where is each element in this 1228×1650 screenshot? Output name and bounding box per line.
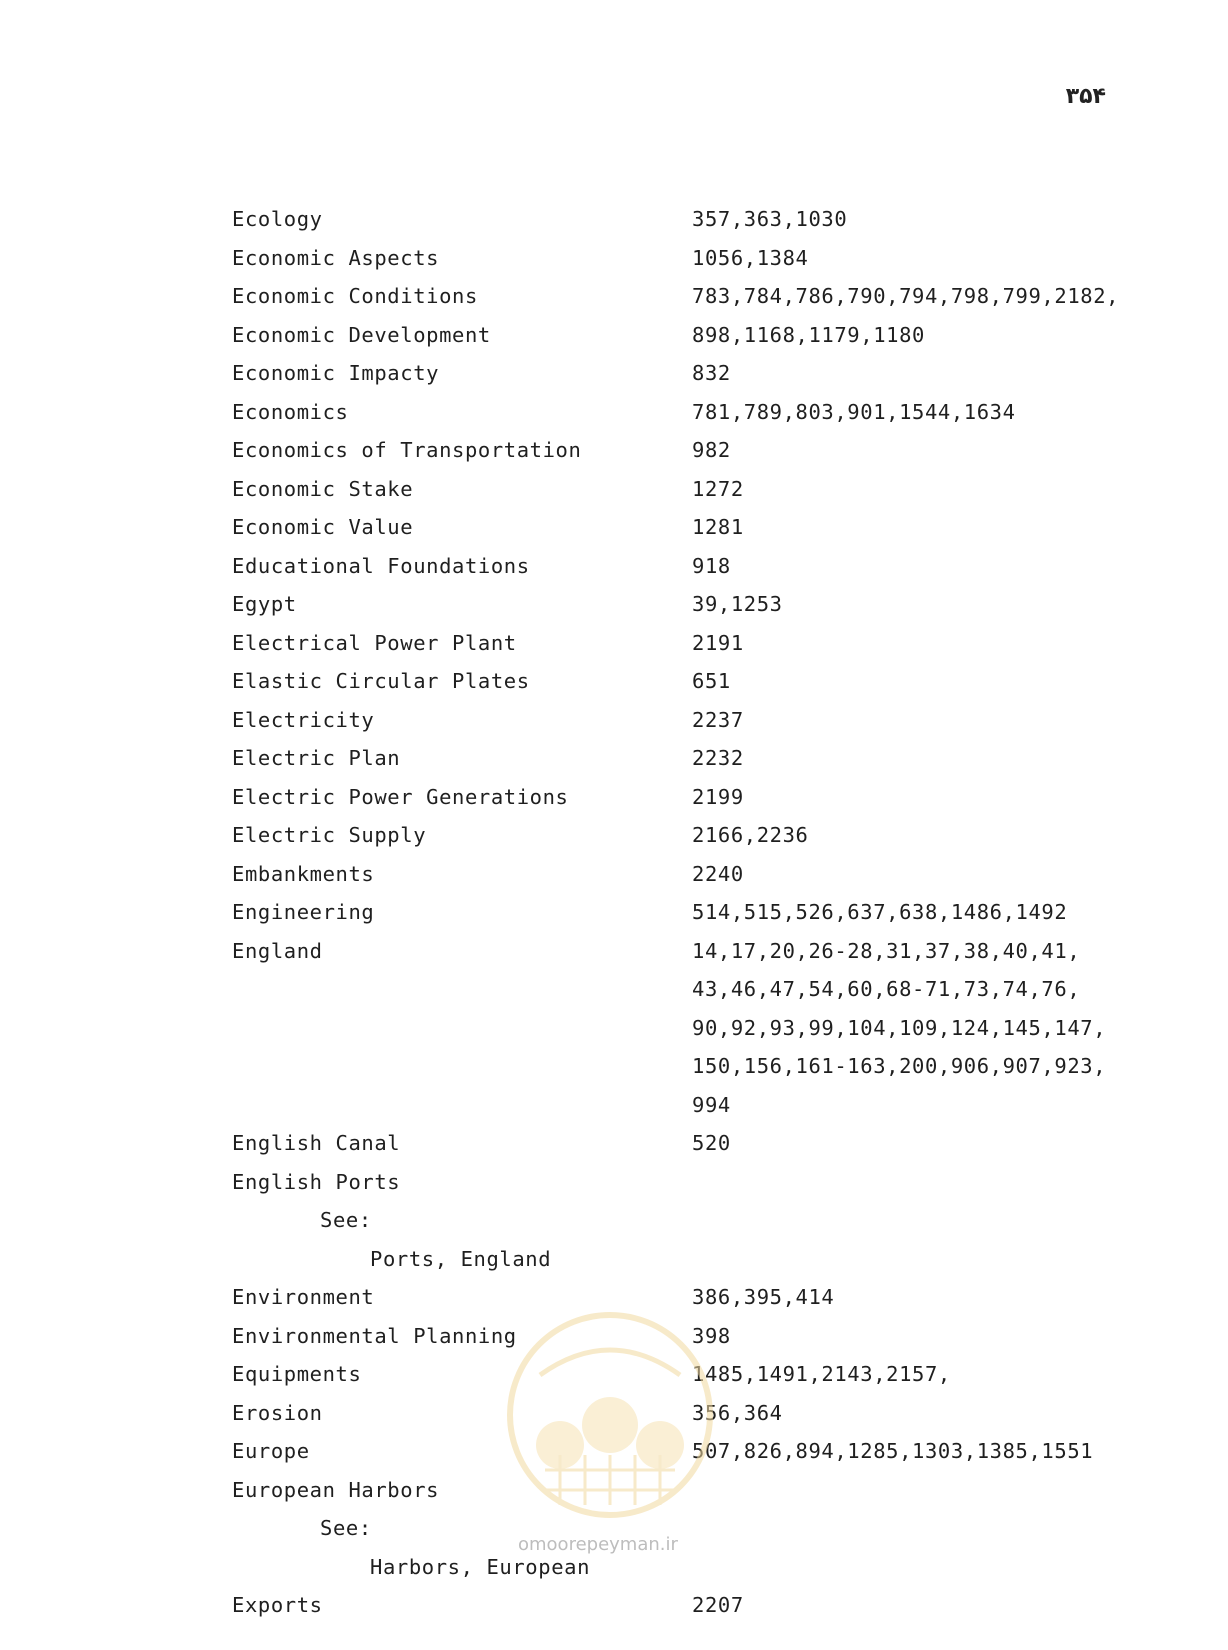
index-entry (232, 1201, 1132, 1240)
index-pages: 1056,1384 (692, 245, 809, 270)
index-entry (232, 970, 1132, 1009)
index-term: Economic Impacty (232, 361, 440, 385)
index-entry (232, 1548, 1132, 1587)
index-pages: 781,789,803,901,1544,1634 (692, 399, 1016, 424)
index-entry (232, 547, 1132, 586)
see-reference: Harbors, European (370, 1554, 591, 1579)
see-reference: Ports, England (370, 1246, 552, 1271)
index-pages: 2199 (692, 784, 744, 809)
index-entry (232, 1009, 1132, 1048)
index-term: Economic Stake (232, 476, 414, 501)
index-entry (232, 701, 1132, 740)
index-term: Economic Aspects (232, 245, 440, 270)
index-pages: 90,92,93,99,104,109,124,145,147, (692, 1015, 1107, 1040)
index-entry (232, 662, 1132, 701)
index-entry (232, 855, 1132, 894)
index-pages: 2237 (692, 707, 744, 732)
index-term: Electricity (232, 707, 375, 732)
index-term: Economic Value (232, 515, 414, 539)
index-entry (232, 739, 1132, 778)
index-term: Engineering (232, 900, 375, 924)
index-entry (232, 816, 1132, 855)
index-pages: 14,17,20,26-28,31,37,38,40,41, (692, 938, 1081, 963)
index-entry (232, 508, 1132, 547)
index-entry (232, 778, 1132, 817)
index-pages: 832 (692, 361, 731, 385)
index-pages: 2166,2236 (692, 823, 809, 847)
index-term: English Ports (232, 1169, 401, 1194)
index-term: English Canal (232, 1131, 401, 1155)
index-entry (232, 239, 1132, 278)
watermark-logo (500, 1305, 720, 1535)
index-term: Economics of Transportation (232, 438, 582, 462)
index-pages: 2240 (692, 861, 744, 886)
index-pages: 918 (692, 553, 731, 578)
index-entry (232, 585, 1132, 624)
index-term: England (232, 938, 323, 963)
index-pages: 1281 (692, 515, 744, 539)
index-term: Ecology (232, 207, 323, 231)
index-pages: 386,395,414 (692, 1285, 835, 1309)
index-pages: 520 (692, 1131, 731, 1155)
index-entry (232, 1124, 1132, 1163)
index-term: Environmental Planning (232, 1323, 517, 1348)
index-term: Economic Conditions (232, 284, 478, 308)
index-entry (232, 200, 1132, 239)
index-entry (232, 393, 1132, 432)
index-term: Egypt (232, 592, 297, 616)
index-entry (232, 1586, 1132, 1625)
index-entry (232, 893, 1132, 932)
index-entry (232, 277, 1132, 316)
index-pages: 2207 (692, 1593, 744, 1617)
see-label: See: (320, 1516, 372, 1540)
index-term: Equipments (232, 1362, 362, 1386)
index-pages: 2232 (692, 746, 744, 770)
index-pages: 898,1168,1179,1180 (692, 322, 925, 347)
index-entry (232, 624, 1132, 663)
index-entry (232, 1240, 1132, 1279)
index-pages: 651 (692, 669, 731, 693)
index-entry (232, 316, 1132, 355)
index-term: Embankments (232, 861, 375, 886)
index-pages: 356,364 (692, 1400, 783, 1425)
index-term: Environment (232, 1285, 375, 1309)
index-term: Erosion (232, 1400, 323, 1425)
index-term: Educational Foundations (232, 553, 530, 578)
index-entry (232, 1047, 1132, 1086)
watermark-url: omoorepeyman.ir (518, 1534, 678, 1555)
index-pages: 783,784,786,790,794,798,799,2182, (692, 284, 1120, 308)
index-term: Electric Power Generations (232, 784, 569, 809)
index-pages: 357,363,1030 (692, 207, 848, 231)
index-pages: 43,46,47,54,60,68-71,73,74,76, (692, 977, 1081, 1001)
index-term: Electric Plan (232, 746, 401, 770)
index-entry (232, 1086, 1132, 1125)
index-term: Electrical Power Plant (232, 630, 517, 655)
index-entry (232, 354, 1132, 393)
index-term: European Harbors (232, 1477, 440, 1502)
index-pages: 1485,1491,2143,2157, (692, 1362, 951, 1386)
index-term: Europe (232, 1439, 310, 1463)
index-pages: 1272 (692, 476, 744, 501)
index-pages: 982 (692, 438, 731, 462)
index-pages: 994 (692, 1092, 731, 1117)
index-term: Economics (232, 399, 349, 424)
index-term: Economic Development (232, 322, 491, 347)
index-entry (232, 470, 1132, 509)
index-pages: 2191 (692, 630, 744, 655)
index-pages: 507,826,894,1285,1303,1385,1551 (692, 1439, 1094, 1463)
index-entry (232, 932, 1132, 971)
index-pages: 398 (692, 1323, 731, 1348)
index-term: Electric Supply (232, 823, 427, 847)
page-number: ۳۵۴ (1065, 84, 1106, 109)
see-label: See: (320, 1208, 372, 1232)
index-entry (232, 1163, 1132, 1202)
index-pages: 514,515,526,637,638,1486,1492 (692, 900, 1068, 924)
index-term: Elastic Circular Plates (232, 669, 530, 693)
index-term: Exports (232, 1593, 323, 1617)
index-entry (232, 431, 1132, 470)
index-pages: 150,156,161-163,200,906,907,923, (692, 1054, 1107, 1078)
index-pages: 39,1253 (692, 592, 783, 616)
